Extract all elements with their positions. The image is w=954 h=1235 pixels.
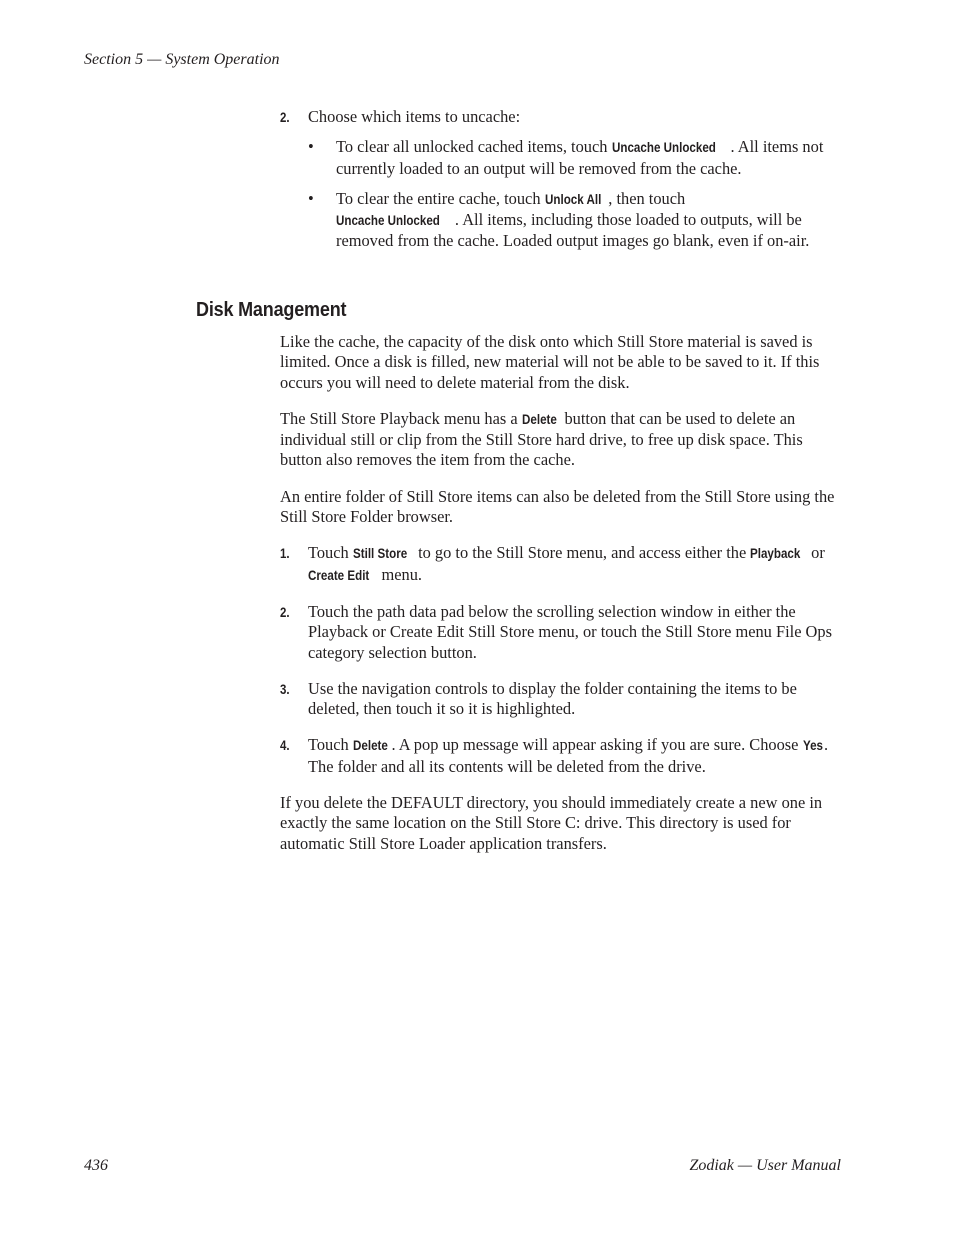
procedure-step bbox=[280, 735, 845, 777]
step-number: 2. bbox=[280, 110, 290, 125]
step-text: Use the navigation controls to display the folder containing the items to be deleted, then touch it so it is highlighted. bbox=[308, 678, 797, 719]
paragraph: Like the cache, the capacity of the disk onto which Still Store material is saved is limited. Once a disk is filled, new material will not be able to be saved to it. If this occurs you will need to delete material from the disk. bbox=[280, 332, 820, 392]
paragraph bbox=[280, 409, 845, 471]
procedure-step bbox=[280, 543, 845, 586]
paragraph-text: button that can be used to delete an individual still or clip from the Still Store hard drive, to free up disk space. This button also removes the item from the cache. bbox=[280, 408, 803, 470]
bullet-item bbox=[280, 189, 845, 252]
step-text: menu. bbox=[377, 564, 423, 584]
section-heading: Disk Management bbox=[196, 299, 347, 321]
uncache-step bbox=[280, 107, 845, 127]
ui-label-create-edit: Create Edit bbox=[308, 567, 370, 583]
step-text: . A pop up message will appear asking if you are sure. Choose bbox=[391, 735, 803, 755]
step-text: or bbox=[807, 543, 825, 563]
bullet-dot: • bbox=[308, 137, 314, 157]
ui-label-delete: Delete bbox=[352, 738, 388, 754]
ui-label-yes: Yes bbox=[802, 738, 823, 754]
ui-label-uncache-unlocked: Uncache Unlocked bbox=[611, 140, 716, 156]
page-number: 436 bbox=[84, 1157, 108, 1174]
bullet-text: . All items not currently loaded to an output will be removed from the cache. bbox=[336, 137, 824, 178]
procedure-step bbox=[280, 679, 845, 720]
procedure-step bbox=[280, 602, 845, 663]
ui-label-unlock-all: Unlock All bbox=[544, 191, 601, 207]
bullet-text: . All items, including those loaded to outputs, will be removed from the cache. Loaded output images go blank, even if on-air. bbox=[336, 210, 810, 251]
ui-label-delete: Delete bbox=[521, 411, 557, 427]
step-text: . The folder and all its contents will be deleted from the drive. bbox=[308, 735, 829, 776]
paragraph-text: The Still Store Playback menu has a bbox=[280, 408, 522, 428]
step-text: Touch the path data pad below the scrolling selection window in either the Playback or Create Edit Still Store menu, or touch the Still Store menu File Ops category selection button. bbox=[308, 601, 832, 662]
bullet-dot: • bbox=[308, 188, 314, 208]
document-title: Zodiak — User Manual bbox=[689, 1157, 841, 1174]
step-number: 2. bbox=[280, 604, 290, 620]
bullet-item bbox=[280, 137, 845, 179]
step-number: 1. bbox=[280, 546, 290, 562]
step-number: 4. bbox=[280, 738, 290, 754]
running-head: Section 5 — System Operation bbox=[84, 51, 280, 68]
ui-label-playback: Playback bbox=[750, 546, 801, 562]
step-number: 3. bbox=[280, 681, 290, 697]
ui-label-uncache-unlocked: Uncache Unlocked bbox=[336, 213, 440, 229]
bullet-text: To clear the entire cache, touch bbox=[336, 188, 545, 208]
bullet-text: , then touch bbox=[608, 188, 686, 208]
step-text: to go to the Still Store menu, and access either the bbox=[413, 543, 751, 563]
uncache-block bbox=[280, 107, 845, 252]
paragraph: An entire folder of Still Store items can also be deleted from the Still Store using the Still Store Folder browser. bbox=[280, 486, 835, 527]
step-text: Touch bbox=[308, 735, 353, 755]
step-text: Touch bbox=[308, 543, 353, 563]
paragraph: If you delete the DEFAULT directory, you should immediately create a new one in exactly the same location on the Still Store C: drive. This directory is used for automatic Still Store Loader application transfers. bbox=[280, 793, 823, 853]
disk-management-body bbox=[280, 332, 845, 854]
step-text: Choose which items to uncache: bbox=[308, 107, 521, 126]
ui-label-still-store: Still Store bbox=[352, 546, 408, 562]
bullet-text: To clear all unlocked cached items, touch bbox=[336, 137, 612, 157]
